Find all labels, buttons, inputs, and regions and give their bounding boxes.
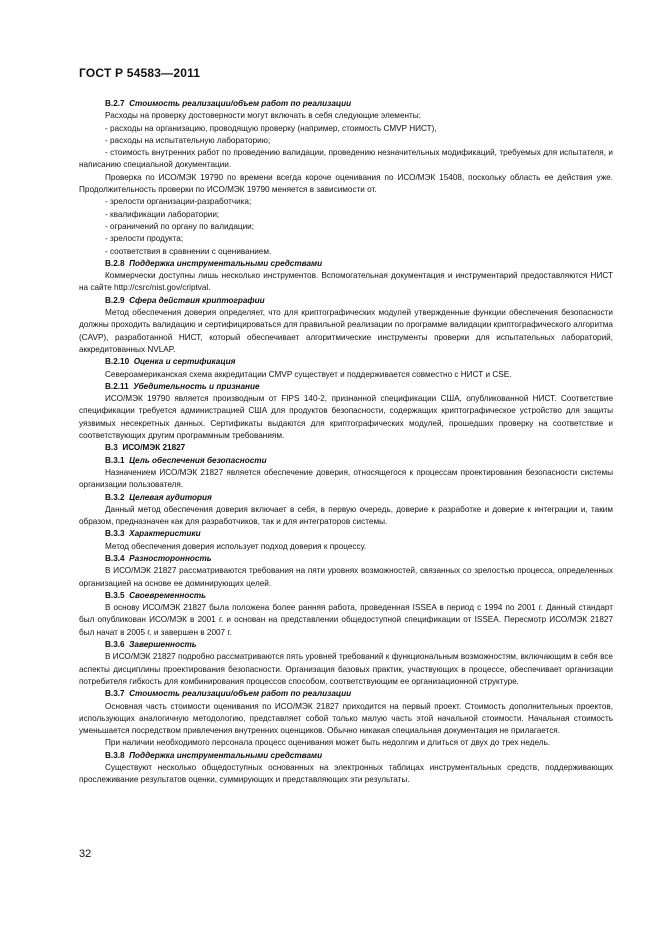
- paragraph: В ИСО/МЭК 21827 подробно рассматриваются пять уровней требований к функциональным возможностям, включающим в себя все аспекты дисциплины проектирования безопасности. Организация базовых практик, участвующих в процессе, обеспечивает организации потребителя гибкость для комбинирования процессов способом, соответствующим ее организационной структуре.: [79, 652, 613, 686]
- section-heading: [79, 553, 613, 565]
- list-item: - зрелости организации-разработчика;: [105, 197, 252, 207]
- paragraph: Существуют несколько общедоступных основанных на электронных таблицах инструментальных средств, поддерживающих прослеживание результатов оценки, суммирующих и представляющих эти результаты.: [79, 763, 613, 785]
- section-title: Цель обеспечения безопасности: [129, 455, 267, 465]
- section-number: B.3.4: [105, 553, 125, 563]
- section-title: Поддержка инструментальными средствами: [129, 750, 323, 760]
- paragraph: Метод обеспечения доверия определяет, что для криптографических модулей утвержденные функции обеспечения безопасности должны проходить валидацию и сертифицироваться для правильной реализации по программе валидации криптографического алгоритма (CAVP), разработанной НИСТ, который обеспечивает алгоритмические инструменты проверки для испытательных лабораторий, аккредитованных NVLAP.: [79, 308, 613, 354]
- section-title: Стоимость реализации/объем работ по реализации: [129, 689, 352, 699]
- list-item: - расходы на организацию, проводящую проверку (например, стоимость CMVP НИСТ),: [105, 123, 437, 133]
- section-heading: [79, 688, 613, 700]
- section-heading: [79, 258, 613, 270]
- document-body: [79, 98, 613, 787]
- section-number: B.3.2: [105, 492, 125, 502]
- paragraph: В основу ИСО/МЭК 21827 была положена более ранняя работа, проведенная ISSEA в период с 1994 по 2001 г. Данный стандарт был опубликован ИСО/МЭК в 2001 г. и основан на представлении общедоступной спецификации от ISSEA. Пересмотр ИСО/МЭК 21827 был начат в 2005 г. и завершен в 2007 г.: [79, 603, 613, 637]
- section-number: B.3.8: [105, 750, 125, 760]
- paragraph: Метод обеспечения доверия использует подход доверия к процессу.: [105, 541, 367, 551]
- section-title: Характеристики: [129, 529, 201, 539]
- section-title: Убедительность и признание: [133, 381, 260, 391]
- section-heading: [79, 442, 613, 454]
- section-number: B.2.7: [105, 99, 125, 108]
- paragraph: В ИСО/МЭК 21827 рассматриваются требования на пяти уровнях возможностей, связанных со зрелостью процесса, определенных организацией на основе ее доминирующих целей.: [79, 566, 613, 588]
- section-number: B.3.1: [105, 455, 125, 465]
- section-title: Стоимость реализации/объем работ по реализации: [129, 99, 352, 108]
- section-heading: [79, 528, 613, 540]
- standard-id: ГОСТ Р 54583—2011: [79, 66, 201, 80]
- list-item: - расходы на испытательную лабораторию;: [105, 135, 271, 145]
- paragraph: Коммерчески доступны лишь несколько инструментов. Вспомогательная документация и инструментарий предоставляются НИСТ на сайте http://csrc/nist.gov/criptval.: [79, 271, 613, 293]
- section-title: Оценка и сертификация: [133, 357, 236, 367]
- section-number: B.3: [105, 443, 118, 453]
- section-title: Сфера действия криптографии: [129, 295, 265, 305]
- list-item: - соответствия в сравнении с оцениванием.: [105, 246, 272, 256]
- section-number: B.3.5: [105, 590, 125, 600]
- paragraph: - стоимость внутренних работ по проведению валидации, проведению незначительных модификаций, требуемых для испытателя, и написанию специальной документации.: [79, 148, 613, 170]
- section-title: Целевая аудитория: [129, 492, 212, 502]
- section-heading: [79, 356, 613, 368]
- section-heading: [79, 750, 613, 762]
- section-heading: [79, 98, 613, 110]
- paragraph: При наличии необходимого персонала процесс оценивания может быть недолгим и длиться от двух до трех недель.: [105, 738, 551, 748]
- section-heading: [79, 639, 613, 651]
- section-title: Разносторонность: [129, 553, 212, 563]
- section-number: B.3.7: [105, 689, 125, 699]
- section-heading: [79, 295, 613, 307]
- section-number: B.2.11: [105, 381, 129, 391]
- section-title: Поддержка инструментальными средствами: [129, 258, 323, 268]
- list-item: - ограничений по органу по валидации;: [105, 221, 254, 231]
- section-number: B.2.9: [105, 295, 125, 305]
- section-number: B.3.6: [105, 640, 125, 650]
- paragraph: Проверка по ИСО/МЭК 19790 по времени всегда короче оценивания по ИСО/МЭК 15408, поскольку область ее действия уже. Продолжительность проверки по ИСО/МЭК 19790 меняется в зависимости от.: [79, 172, 613, 195]
- section-title: Завершенность: [129, 640, 197, 650]
- paragraph: Основная часть стоимости оценивания по ИСО/МЭК 21827 приходится на первый проект. Стоимость дополнительных проектов, использующих аналогичную методологию, представляет собой только малую часть этой начальной стоимости. Начальная стоимость уменьшается посредством привлечения внутренних оценщиков. Обычно никакая специальная документация не прилагается.: [79, 701, 613, 736]
- section-number: B.2.8: [105, 258, 125, 268]
- section-heading: [79, 455, 613, 467]
- section-heading: [79, 381, 613, 393]
- section-title: ИСО/МЭК 21827: [122, 443, 186, 453]
- paragraph: Данный метод обеспечения доверия включает в себя, в первую очередь, доверие к разработке и доверие к интеграции и, таким образом, предназначен как для разработчиков, так и для интеграторов системы.: [79, 504, 613, 527]
- page-number: 32: [79, 848, 92, 860]
- list-item: - зрелости продукта;: [105, 234, 184, 244]
- section-number: B.2.10: [105, 357, 130, 367]
- paragraph: Североамериканская схема аккредитации CMVP существует и поддерживается совместно с НИСТ и CSE.: [105, 369, 512, 379]
- section-number: B.3.3: [105, 529, 125, 539]
- section-title: Своевременность: [129, 590, 207, 600]
- section-heading: [79, 590, 613, 602]
- paragraph: Назначением ИСО/МЭК 21827 является обеспечение доверия, относящегося к процессам проектирования безопасности системы организации пользователя.: [79, 467, 613, 490]
- paragraph: Расходы на проверку достоверности могут включать в себя следующие элементы:: [105, 111, 421, 121]
- list-item: - квалификации лаборатории;: [105, 209, 220, 219]
- paragraph: ИСО/МЭК 19790 является производным от FIPS 140-2, признанной спецификации США, опубликованной НИСТ. Соответствие спецификации требуется администрацией США для продуктов безопасности, содержащих криптографическое устройство для защиты уязвимых несекретных данных. Сертификаты выдаются для криптографических модулей, прошедших проверку на соответствие и соответствующих другим программным требованиям.: [79, 394, 613, 441]
- section-heading: [79, 492, 613, 504]
